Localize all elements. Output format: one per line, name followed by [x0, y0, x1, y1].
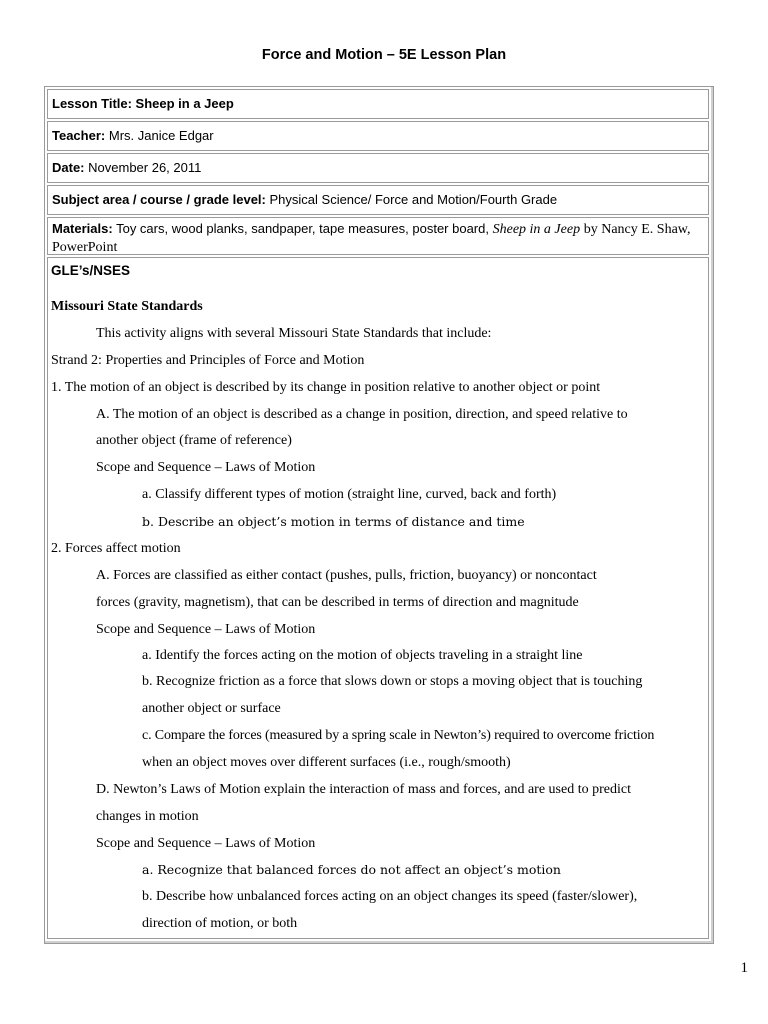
- subject-cell: [47, 185, 709, 215]
- standards-line: Scope and Sequence – Laws of Motion: [96, 836, 316, 851]
- standards-line: another object (frame of reference): [96, 433, 292, 448]
- teacher-cell: [47, 121, 709, 151]
- page-number: 1: [740, 960, 748, 976]
- lesson-title: Lesson Title: Sheep in a Jeep: [52, 96, 234, 111]
- lesson-plan-table: [44, 86, 714, 944]
- standards-line: D. Newton’s Laws of Motion explain the interaction of mass and forces, and are used to predict: [96, 782, 631, 797]
- standards-line: a. Classify different types of motion (straight line, curved, back and forth): [142, 487, 557, 502]
- teacher-value: Mrs. Janice Edgar: [108, 128, 214, 143]
- standards-cell: [47, 257, 709, 939]
- materials-cell: [47, 217, 709, 255]
- standards-line: b. Recognize friction as a force that slows down or stops a moving object that is touching: [142, 674, 643, 689]
- teacher-label: Teacher:: [52, 128, 106, 143]
- standards-line: 1. The motion of an object is described by its change in position relative to another object or point: [51, 380, 601, 395]
- materials-book-title: Sheep in a Jeep: [492, 222, 581, 237]
- standards-line: forces (gravity, magnetism), that can be described in terms of direction and magnitude: [96, 595, 579, 610]
- standards-subheading: Missouri State Standards: [51, 299, 203, 314]
- date-value: November 26, 2011: [88, 160, 202, 175]
- standards-line: Scope and Sequence – Laws of Motion: [96, 460, 316, 475]
- standards-line: when an object moves over different surfaces (i.e., rough/smooth): [142, 755, 511, 770]
- standards-line: c. Compare the forces (measured by a spring scale in Newton’s) required to overcome friction: [142, 728, 655, 743]
- standards-heading: GLE’s/NSES: [51, 263, 131, 278]
- date-cell: [47, 153, 709, 183]
- document-title: Force and Motion – 5E Lesson Plan: [261, 47, 507, 63]
- standards-line: b. Describe an object’s motion in terms of distance and time: [142, 514, 525, 529]
- standards-line: direction of motion, or both: [142, 916, 298, 931]
- subject-value: Physical Science/ Force and Motion/Fourth Grade: [269, 192, 558, 207]
- standards-line: Scope and Sequence – Laws of Motion: [96, 622, 316, 637]
- date-label: Date:: [52, 160, 85, 175]
- standards-line: Strand 2: Properties and Principles of Force and Motion: [51, 353, 365, 368]
- standards-line: This activity aligns with several Missouri State Standards that include:: [96, 326, 492, 341]
- subject-label: Subject area / course / grade level:: [52, 192, 266, 207]
- materials-author: by Nancy E. Shaw,: [583, 222, 691, 237]
- materials-label: Materials:: [52, 221, 113, 236]
- standards-line: A. Forces are classified as either contact (pushes, pulls, friction, buoyancy) or noncontact: [96, 568, 597, 583]
- standards-line: a. Identify the forces acting on the motion of objects traveling in a straight line: [142, 648, 583, 663]
- standards-line: a. Recognize that balanced forces do not affect an object’s motion: [142, 862, 561, 877]
- materials-value: Toy cars, wood planks, sandpaper, tape measures, poster board,: [116, 221, 489, 236]
- lesson-title-cell: [47, 89, 709, 119]
- materials-line2: PowerPoint: [52, 240, 118, 255]
- standards-line: changes in motion: [96, 809, 199, 824]
- standards-line: another object or surface: [142, 701, 281, 716]
- standards-line: b. Describe how unbalanced forces acting on an object changes its speed (faster/slower),: [142, 889, 638, 904]
- standards-line: 2. Forces affect motion: [51, 541, 181, 556]
- standards-line: A. The motion of an object is described as a change in position, direction, and speed relative to: [96, 407, 628, 422]
